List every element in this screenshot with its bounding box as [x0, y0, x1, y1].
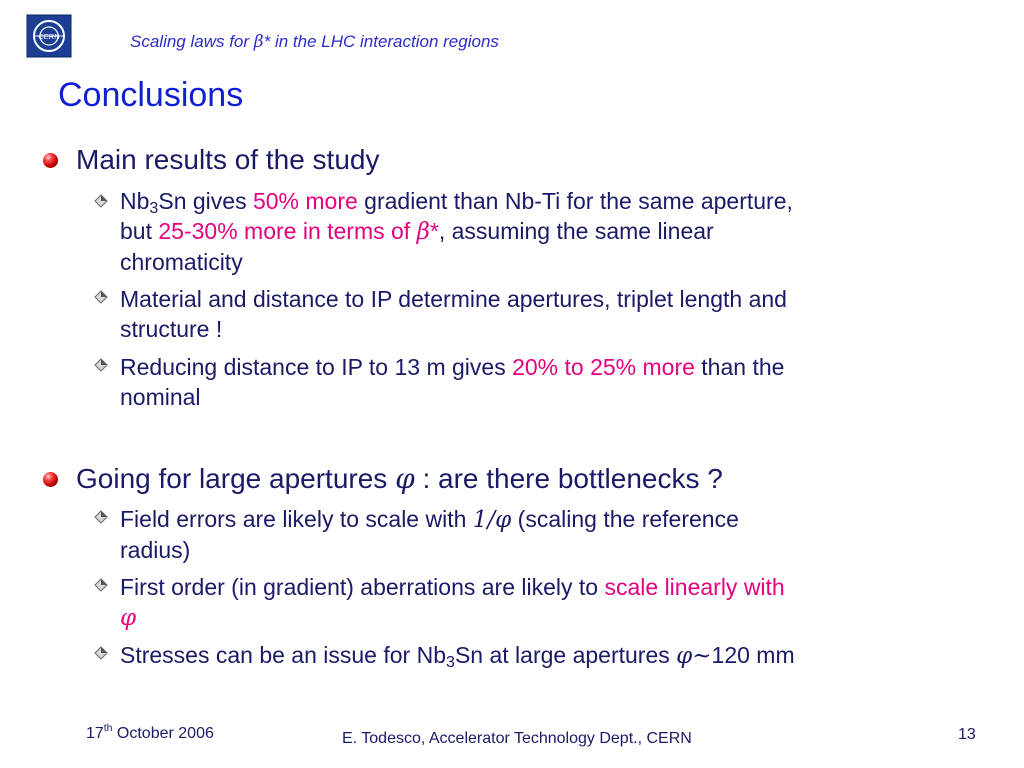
section-heading-results: Main results of the study	[76, 144, 380, 175]
footer-author: E. Todesco, Accelerator Technology Dept., CERN	[342, 730, 692, 747]
list-item-field-errors: Field errors are likely to scale with 1/φ (scaling the reference radius)	[120, 506, 739, 563]
header-subtitle: Scaling laws for β* in the LHC interaction regions	[130, 32, 499, 52]
diamond-bullet-icon	[94, 290, 108, 304]
list-item-reducing-distance: Reducing distance to IP to 13 m gives 20% to 25% more than the nominal	[120, 354, 785, 410]
list-item-first-order: First order (in gradient) aberrations are likely to scale linearly with φ	[120, 574, 785, 631]
page-title: Conclusions	[58, 76, 244, 114]
diamond-bullet-icon	[94, 510, 108, 524]
diamond-bullet-icon	[94, 194, 108, 208]
diamond-bullet-icon	[94, 646, 108, 660]
list-item-material-distance: Material and distance to IP determine apertures, triplet length and structure !	[120, 286, 787, 342]
page-number: 13	[958, 726, 976, 743]
list-item-nb3sn-gradient: $Nb_3Sn$ gives 50% more gradient than Nb-Ti for the same aperture, but 25-30% more in terms of β*, assuming the same linear chromaticity	[120, 188, 793, 275]
list-item-stresses: Stresses can be an issue for $Nb_3Sn$ at large apertures φ~120 mm	[120, 642, 795, 671]
footer-date: 17th October 2006	[86, 723, 214, 742]
section-heading-apertures: Going for large apertures φ : are there bottlenecks ?	[76, 462, 723, 495]
diamond-bullet-icon	[94, 358, 108, 372]
diamond-bullet-icon	[94, 578, 108, 592]
bullet-ball-icon	[43, 153, 58, 168]
bullet-ball-icon	[43, 472, 58, 487]
logo-text: CERN	[38, 32, 60, 41]
